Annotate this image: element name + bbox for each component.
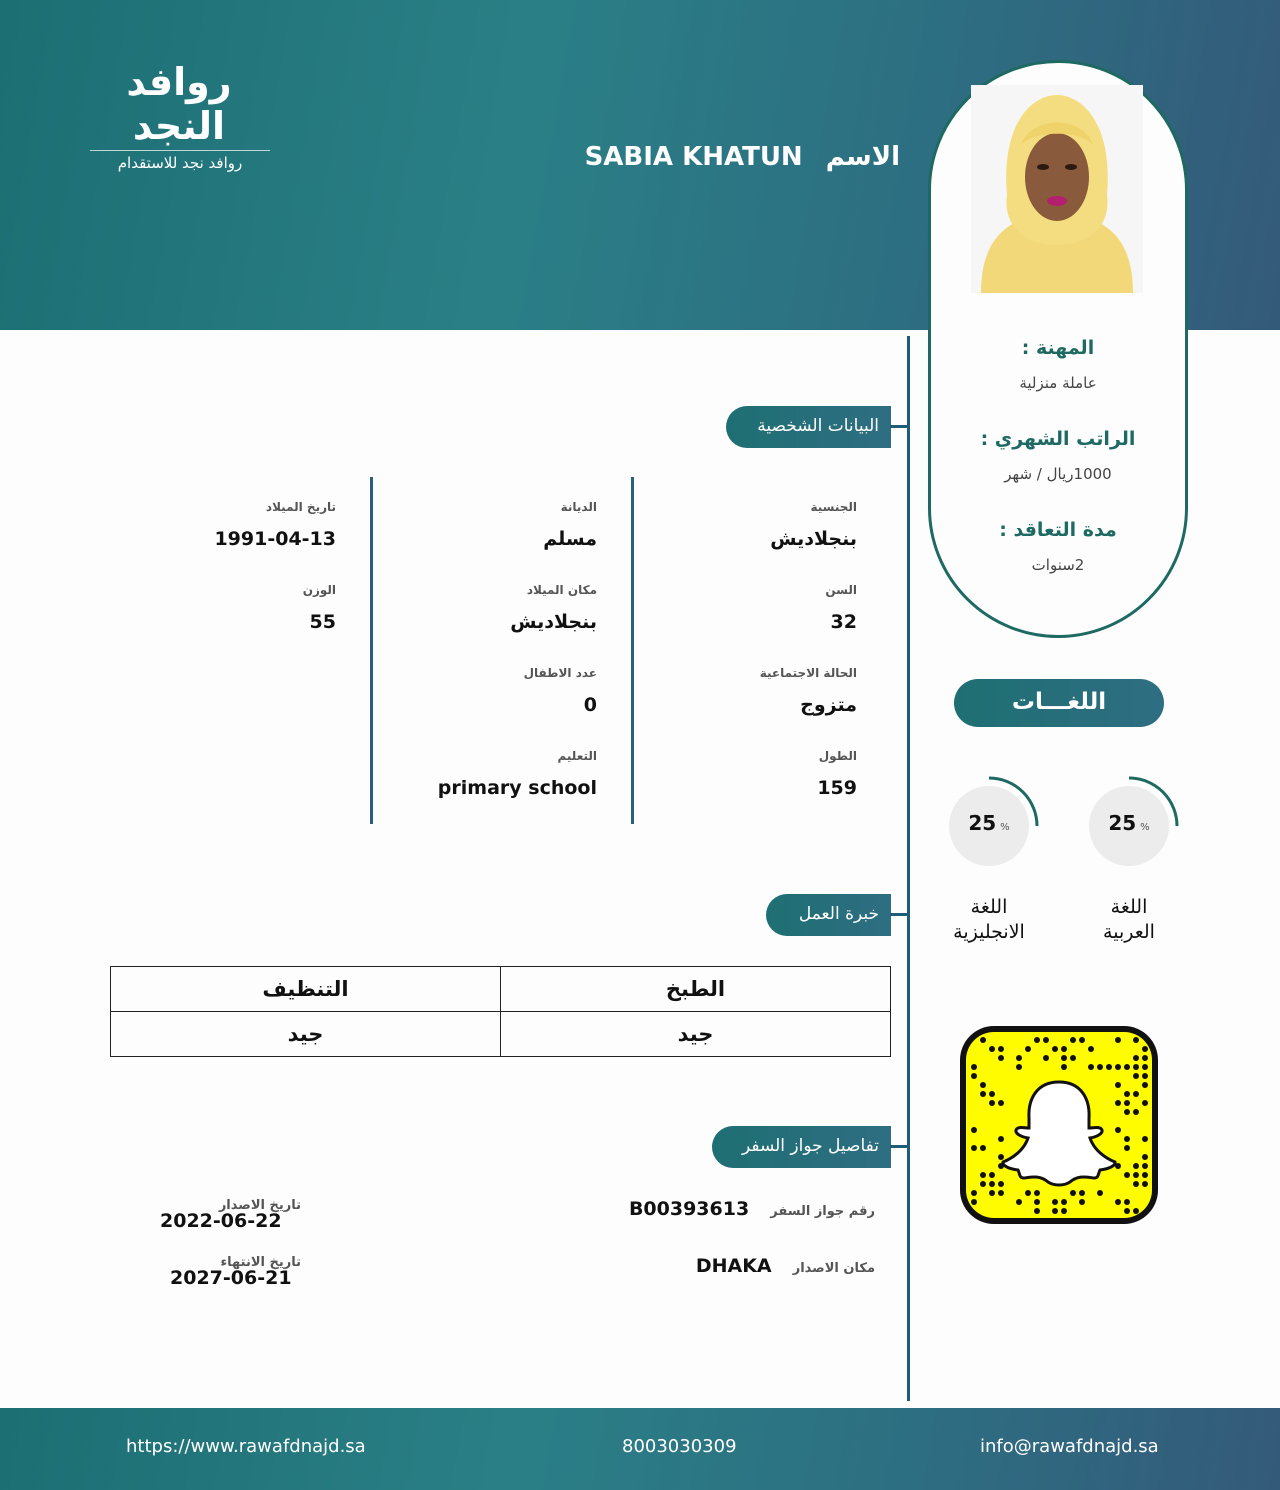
table-row [111,1012,891,1057]
snapcode-dot [998,1055,1004,1061]
snapcode-dot [1133,1172,1139,1178]
snapcode-dot [1142,1154,1148,1160]
section-experience-title: خبرة العمل [766,894,891,936]
field-religion [543,500,597,550]
field-label: الديانة [560,500,597,514]
name-label: الاسم [825,142,900,172]
field-label: مكان الميلاد [526,583,597,597]
snapcode-dot [1142,1046,1148,1052]
snapcode-dot [1133,1073,1139,1079]
snapcode-dot [989,1100,995,1106]
field-birthdate [214,500,336,550]
snapcode-dot [1079,1199,1085,1205]
snapcode-dot [1124,1064,1130,1070]
snapcode-dot [1034,1037,1040,1043]
snapcode-dot [971,1199,977,1205]
snapcode-dot [971,1073,977,1079]
skill-header-cleaning: التنظيف [111,967,501,1012]
footer-website-link[interactable]: https://www.rawafdnajd.sa [126,1436,366,1457]
language-line: العربية [1103,921,1155,943]
snapcode-dot [989,1046,995,1052]
field-value: B00393613 [628,1198,750,1220]
snapcode-dot [1052,1208,1058,1214]
name-value: SABIA KHATUN [584,142,803,172]
gauge-percent-sign: % [1000,822,1010,833]
brand-logo [90,60,270,172]
snapcode-dot [971,1145,977,1151]
field-label: رقم جواز السفر [770,1204,875,1219]
snapcode-dot [1133,1055,1139,1061]
snapcode-dot [1070,1037,1076,1043]
snapcode-dot [1016,1199,1022,1205]
salary-label: الراتب الشهري : [980,428,1136,450]
candidate-name [585,142,900,172]
snapcode-dot [980,1037,986,1043]
snapcode-dot [1142,1055,1148,1061]
profile-card [928,60,1188,638]
field-height [817,749,857,799]
column-divider [370,477,373,824]
snapcode-dot [1097,1064,1103,1070]
pill-connector [890,1145,908,1148]
snapcode-dot [1124,1136,1130,1142]
pill-connector [890,913,908,916]
snapcode-dot [1079,1190,1085,1196]
field-value: 32 [830,611,857,633]
snapcode-dot [980,1145,986,1151]
field-marital-status [760,666,857,716]
field-value: بنجلاديش [770,528,857,550]
section-passport-title: تفاصيل جواز السفر [712,1126,891,1168]
snapcode-dot [1133,1208,1139,1214]
snapcode-dot [980,1082,986,1088]
column-divider [631,477,634,824]
field-weight [303,583,336,633]
snapcode-dot [989,1172,995,1178]
field-value: بنجلاديش [510,611,597,633]
snapcode-dot [1124,1208,1130,1214]
snapcode-dot [1133,1181,1139,1187]
snapcode-dot [980,1172,986,1178]
logo-wordmark: روافد النجد [126,60,232,148]
language-name-english [934,895,1044,945]
field-label: الوزن [302,583,336,597]
snapcode-dot [1016,1064,1022,1070]
field-label: تاريخ الانتهاء [220,1255,301,1270]
field-label: الجنسية [810,500,857,514]
passport-number [629,1198,875,1220]
passport-issue-date [160,1198,301,1232]
field-label: عدد الاطفال [523,666,597,680]
field-label: السن [825,583,857,597]
field-label: الطول [818,749,857,763]
field-value: مسلم [543,528,597,550]
snapcode-dot [1025,1190,1031,1196]
pill-connector [890,425,908,428]
snapcode-dot [989,1190,995,1196]
logo-divider [90,150,270,151]
person-photo-icon [971,85,1143,293]
gauge-arabic [1089,776,1189,876]
snapcode-dot [989,1181,995,1187]
snapcode-dot [1115,1127,1121,1133]
field-age [825,583,857,633]
snapcode-dot [1061,1055,1067,1061]
field-label: التعليم [557,749,597,763]
snapcode-dot [1052,1046,1058,1052]
snapcode-dot [1061,1199,1067,1205]
snapcode-dot [1124,1199,1130,1205]
snapcode-dot [1079,1037,1085,1043]
field-education [438,749,597,799]
snapcode-dot [1097,1190,1103,1196]
snapcode-dot [1115,1082,1121,1088]
gauge-percent: 25 [968,811,997,835]
snapcode-dot [1043,1037,1049,1043]
contract-value: 2سنوات [1031,556,1085,574]
table-row [111,967,891,1012]
snapcode-dot [1133,1163,1139,1169]
snapcode-dot [1133,1037,1139,1043]
gauge-value [949,811,1029,835]
skill-header-cooking: الطبخ [501,967,891,1012]
snapcode-dot [1124,1091,1130,1097]
snapcode-dot [998,1190,1004,1196]
field-value: 0 [583,694,597,716]
section-personal-title: البيانات الشخصية [726,406,891,448]
field-nationality [770,500,857,550]
snapcode-dot [998,1154,1004,1160]
languages-title: اللغـــات [954,679,1164,727]
gauge-percent: 25 [1108,811,1137,835]
snapcode-dot [1124,1172,1130,1178]
field-value: 159 [817,777,857,799]
snapcode-dot [1124,1145,1130,1151]
timeline-divider [907,336,910,1401]
profession-label: المهنة : [1021,337,1095,359]
contract-label: مدة التعاقد : [999,519,1117,541]
field-value: 2027-06-21 [170,1267,292,1289]
language-name-arabic [1074,895,1184,945]
field-value: DHAKA [695,1255,772,1277]
field-value: primary school [437,777,597,799]
snapcode-dot [1133,1109,1139,1115]
snapcode-dot [1133,1091,1139,1097]
snapcode-dot [1052,1199,1058,1205]
candidate-photo [971,85,1143,293]
field-value: 2022-06-22 [160,1210,282,1232]
field-children [524,666,597,716]
snapcode-dot [1016,1055,1022,1061]
footer-email-link[interactable]: info@rawafdnajd.sa [980,1436,1159,1457]
field-value: 55 [309,611,336,633]
snapcode-dot [971,1127,977,1133]
gauge-english [949,776,1049,876]
snapcode-dot [1061,1208,1067,1214]
snapcode-dot [1142,1100,1148,1106]
snapcode-dot [1115,1037,1121,1043]
snapcode-dot [1115,1100,1121,1106]
snapcode-dot [1133,1064,1139,1070]
snapcode-dot [1124,1109,1130,1115]
language-line: الانجليزية [953,921,1025,943]
field-label: تاريخ الميلاد [265,500,336,514]
snapcode-dot [1034,1190,1040,1196]
logo-subtitle: روافد نجد للاستقدام [117,154,243,172]
snapcode-dot [998,1100,1004,1106]
profession-value: عاملة منزلية [1019,374,1097,392]
snapcode-dot [1061,1064,1067,1070]
snapcode-dot [1025,1046,1031,1052]
salary-value: 1000ريال / شهر [1004,465,1112,483]
snapcode-dot [980,1091,986,1097]
snapcode-dot [1142,1082,1148,1088]
field-label: تاريخ الاصدار [218,1198,301,1213]
footer-bar [0,1408,1280,1490]
snapcode-dot [1124,1100,1130,1106]
passport-expiry-date [160,1255,301,1289]
field-label: مكان الاصدار [792,1261,875,1276]
field-value: متزوج [800,694,857,716]
footer-phone[interactable]: 8003030309 [622,1436,737,1457]
snapcode-dot [1142,1172,1148,1178]
snapcode-dot [1088,1064,1094,1070]
snapcode-dot [1070,1055,1076,1061]
passport-issue-place [696,1255,875,1277]
gauge-percent-sign: % [1140,822,1150,833]
snapcode-dot [980,1181,986,1187]
snapcode-dot [989,1091,995,1097]
snapcode-dot [998,1181,1004,1187]
snapcode-dot [1142,1163,1148,1169]
skill-level-cooking: جيد [501,1012,891,1057]
language-line: اللغة [1110,896,1148,918]
snapcode-dot [1088,1046,1094,1052]
snapcode-dot [1142,1064,1148,1070]
skill-level-cleaning: جيد [111,1012,501,1057]
snapcode-dot [1061,1046,1067,1052]
snapcode-dot [971,1190,977,1196]
snapcode-dot [1043,1055,1049,1061]
snapcode-dot [1142,1136,1148,1142]
snapchat-snapcode-icon[interactable] [958,1024,1160,1226]
snapcode-dot [1034,1199,1040,1205]
snapcode-dot [1034,1208,1040,1214]
snapcode-dot [1115,1199,1121,1205]
snapcode-dot [1142,1073,1148,1079]
snapcode-dot [1142,1181,1148,1187]
skills-table [110,966,891,1057]
snapcode-dot [998,1046,1004,1052]
snapcode-dot [1115,1064,1121,1070]
gauge-value [1089,811,1169,835]
language-line: اللغة [970,896,1008,918]
field-label: الحالة الاجتماعية [759,666,857,680]
snapcode-dot [998,1136,1004,1142]
field-birthplace [510,583,597,633]
snapcode-dot [971,1064,977,1070]
snapcode-dot [1106,1064,1112,1070]
field-value: 1991-04-13 [214,528,336,550]
snapcode-dot [1070,1190,1076,1196]
